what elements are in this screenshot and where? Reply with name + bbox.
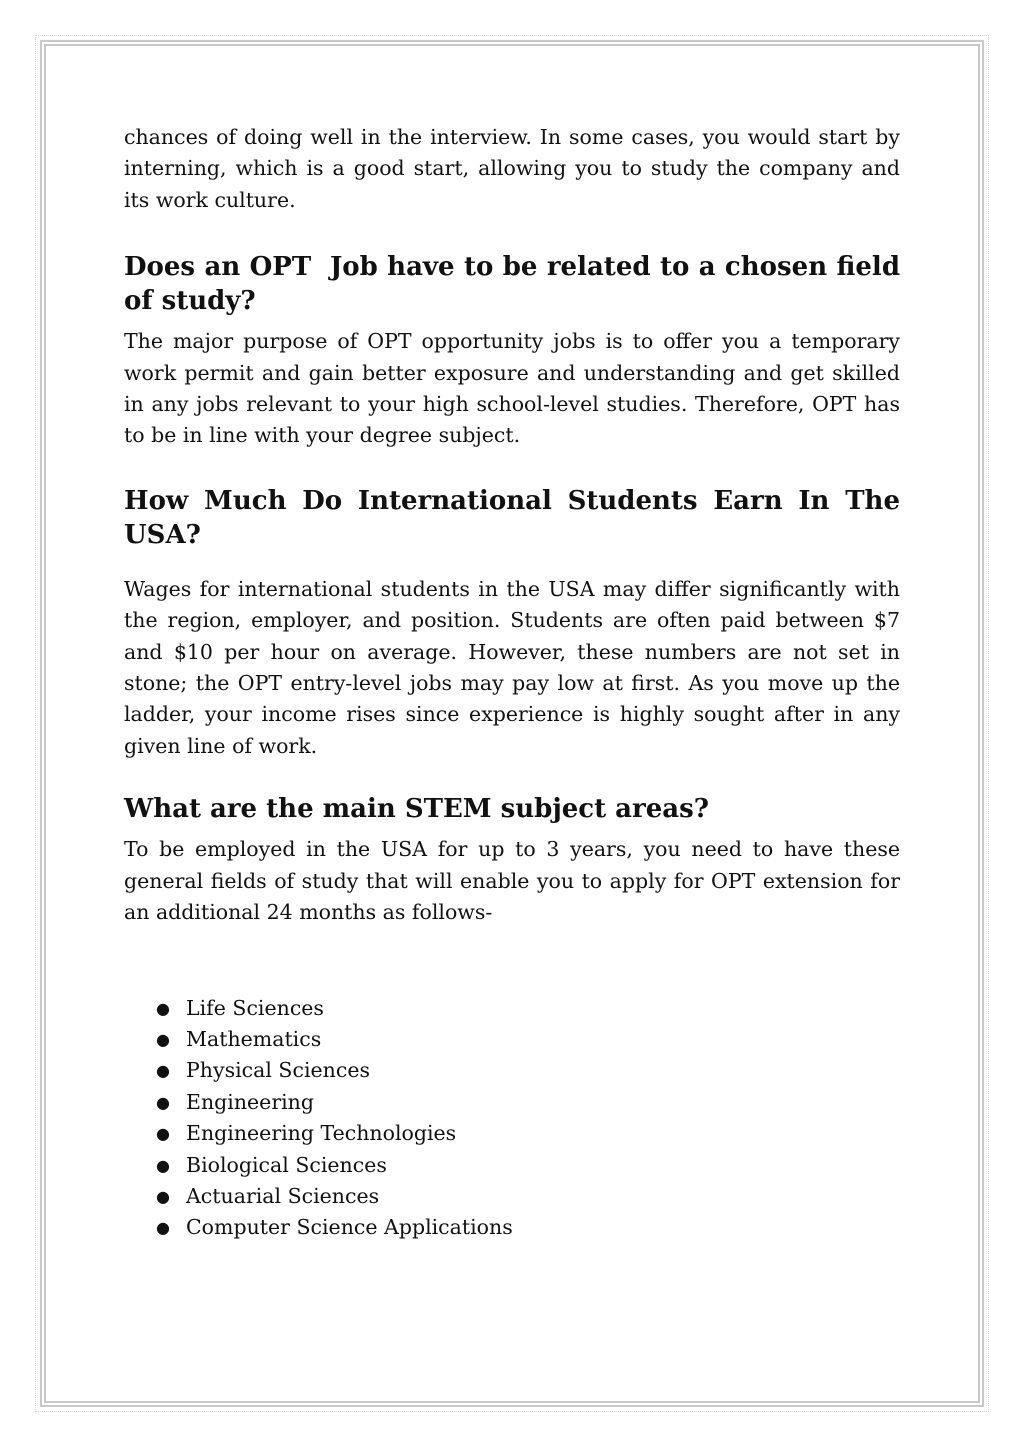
bullet-icon: ● bbox=[156, 1218, 170, 1238]
list-item-label: Actuarial Sciences bbox=[186, 1183, 380, 1208]
list-item-label: Engineering bbox=[186, 1089, 314, 1114]
list-item-label: Life Sciences bbox=[186, 995, 324, 1020]
list-item-label: Mathematics bbox=[186, 1026, 322, 1051]
bullet-icon: ● bbox=[156, 998, 170, 1018]
heading-stem: What are the main STEM subject areas? bbox=[124, 794, 709, 825]
list-item bbox=[124, 1212, 900, 1243]
bullet-icon: ● bbox=[156, 1061, 170, 1081]
list-item bbox=[124, 993, 900, 1024]
opt-related-paragraph: The major purpose of OPT opportunity jobs is to offer you a temporary work permit and gain better exposure and understanding and get skilled in any jobs relevant to your high school-level studies. Therefore, OPT has to be in line with your degree subject. bbox=[124, 329, 900, 448]
list-item bbox=[124, 1118, 900, 1149]
bullet-icon: ● bbox=[156, 1155, 170, 1175]
stem-paragraph: To be employed in the USA for up to 3 years, you need to have these general fields of study that will enable you to apply for OPT extension for an additional 24 months as follows- bbox=[124, 837, 900, 925]
intro-paragraph: chances of doing well in the interview. In some cases, you would start by interning, which is a good start, allowing you to study the company and its work culture. bbox=[124, 125, 900, 212]
heading-opt-related: Does an OPT Job have to be related to a chosen field of study? bbox=[124, 252, 910, 317]
list-item-label: Biological Sciences bbox=[186, 1152, 387, 1177]
list-item bbox=[124, 1181, 900, 1212]
list-item bbox=[124, 1024, 900, 1055]
earnings-paragraph: Wages for international students in the USA may differ significantly with the region, employer, and position. Students are often paid between $7 and $10 per hour on average. However, these numbers are not set in stone; the OPT entry-level jobs may pay low at first. As you move up the ladder, your income rises since experience is highly sought after in any given line of work. bbox=[124, 576, 900, 758]
list-item bbox=[124, 1087, 900, 1118]
bullet-icon: ● bbox=[156, 1186, 170, 1206]
list-item-label: Physical Sciences bbox=[186, 1058, 370, 1083]
list-item bbox=[124, 1150, 900, 1181]
bullet-icon: ● bbox=[156, 1029, 170, 1049]
list-item-label: Engineering Technologies bbox=[186, 1121, 457, 1146]
document-content bbox=[124, 122, 910, 1244]
heading-earnings: How Much Do International Students Earn In The USA? bbox=[124, 485, 900, 550]
list-item-label: Computer Science Applications bbox=[186, 1215, 513, 1240]
bullet-icon: ● bbox=[156, 1092, 170, 1112]
list-item bbox=[124, 1055, 900, 1086]
stem-subject-list bbox=[124, 993, 900, 1244]
bullet-icon: ● bbox=[156, 1124, 170, 1144]
